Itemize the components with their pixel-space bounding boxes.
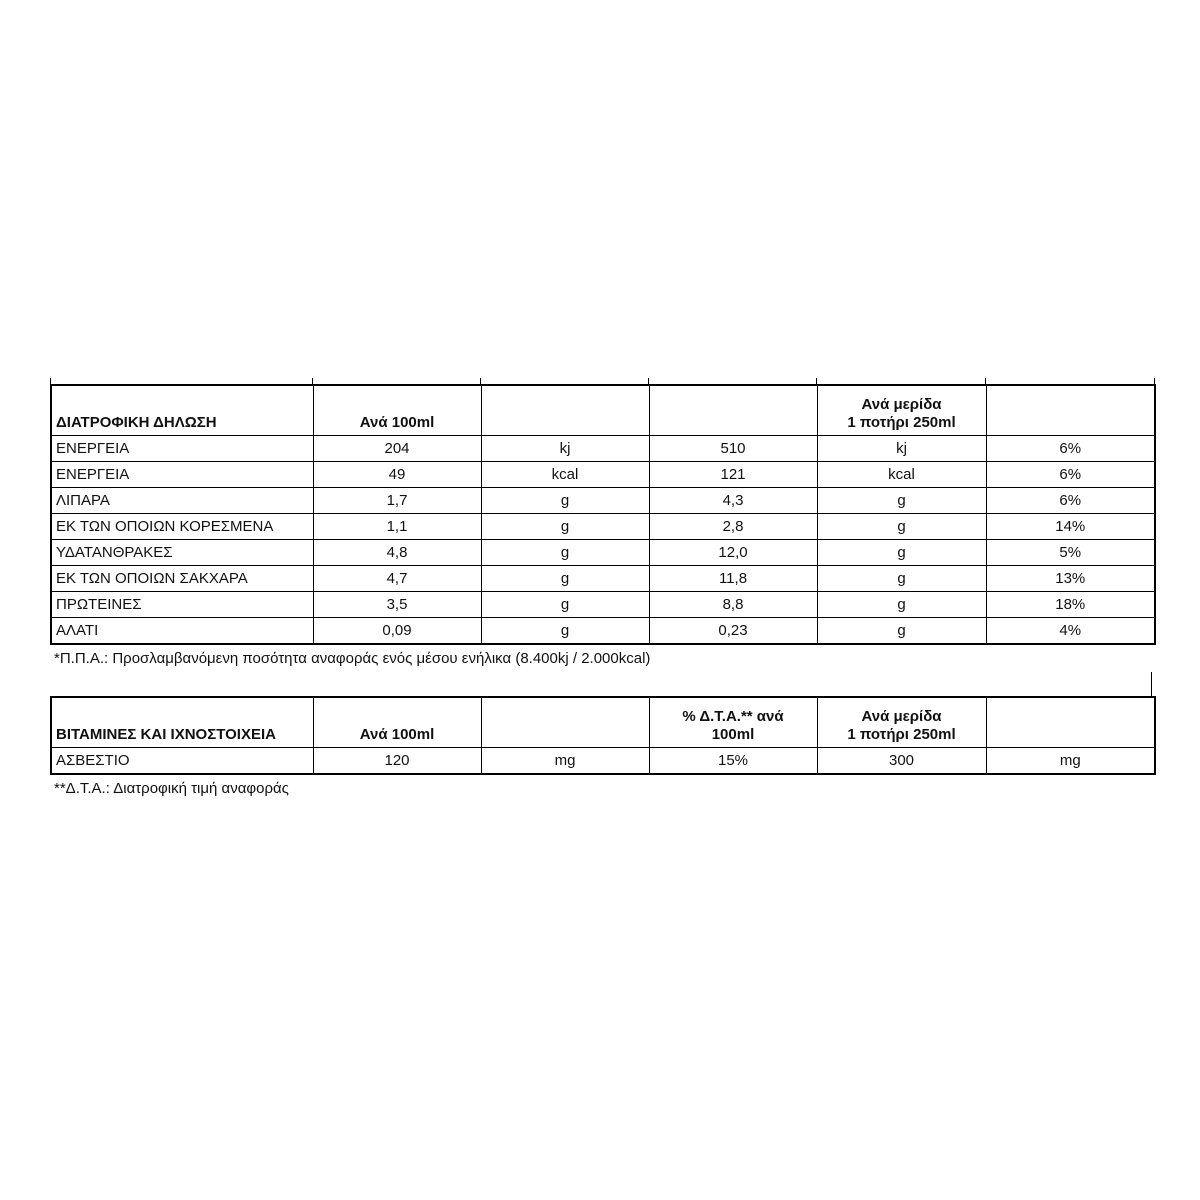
- per-100ml-unit: mg: [481, 748, 649, 775]
- nutrient-name: ΕΚ ΤΩΝ ΟΠΟΙΩΝ ΚΟΡΕΣΜΕΝΑ: [51, 514, 313, 540]
- empty-header-cell: [481, 697, 649, 748]
- empty-header-cell: [481, 385, 649, 436]
- per-serving-value: 12,0: [649, 540, 817, 566]
- nutrient-name: ΕΝΕΡΓΕΙΑ: [51, 462, 313, 488]
- per-serving-header: [817, 385, 986, 436]
- reference-intake-percent: 13%: [986, 566, 1155, 592]
- per-100ml-value: 4,7: [313, 566, 481, 592]
- table-row: [51, 592, 1155, 618]
- per-serving-unit: g: [817, 566, 986, 592]
- per-100ml-unit: kcal: [481, 462, 649, 488]
- table-row: [51, 514, 1155, 540]
- spacer: [50, 672, 1154, 696]
- table-row: [51, 462, 1155, 488]
- per-serving-value: 510: [649, 436, 817, 462]
- dta-percent: 15%: [649, 748, 817, 775]
- vitamin-title: ΒΙΤΑΜΙΝΕΣ ΚΑΙ ΙΧΝΟΣΤΟΙΧΕΙΑ: [51, 697, 313, 748]
- reference-intake-percent: 14%: [986, 514, 1155, 540]
- nutrition-title: ΔΙΑΤΡΟΦΙΚΗ ΔΗΛΩΣΗ: [51, 385, 313, 436]
- per-100ml-unit: kj: [481, 436, 649, 462]
- vitamin-footnote: **Δ.Τ.Α.: Διατροφική τιμή αναφοράς: [54, 780, 289, 797]
- per-serving-header-line2: 1 ποτήρι 250ml: [847, 414, 956, 431]
- mineral-name: ΑΣΒΕΣΤΙΟ: [51, 748, 313, 775]
- reference-intake-percent: 6%: [986, 436, 1155, 462]
- per-100ml-value: 49: [313, 462, 481, 488]
- reference-intake-percent: 6%: [986, 462, 1155, 488]
- per-serving-unit: mg: [986, 748, 1155, 775]
- nutrient-name: ΥΔΑΤΑΝΘΡΑΚΕΣ: [51, 540, 313, 566]
- per-100ml-unit: g: [481, 488, 649, 514]
- per-serving-header-line1: Ανά μερίδα: [861, 708, 942, 725]
- per-100ml-value: 120: [313, 748, 481, 775]
- per-100ml-value: 4,8: [313, 540, 481, 566]
- per-serving-value: 0,23: [649, 618, 817, 645]
- per-serving-unit: g: [817, 514, 986, 540]
- table-row: [51, 540, 1155, 566]
- per-serving-unit: kj: [817, 436, 986, 462]
- nutrient-name: ΠΡΩΤΕΙΝΕΣ: [51, 592, 313, 618]
- reference-intake-percent: 5%: [986, 540, 1155, 566]
- per-serving-header: [817, 697, 986, 748]
- nutrition-sheet: [50, 384, 1154, 802]
- per-100ml-value: 3,5: [313, 592, 481, 618]
- nutrition-header-row: [51, 385, 1155, 436]
- nutrient-name: ΕΝΕΡΓΕΙΑ: [51, 436, 313, 462]
- per-serving-unit: kcal: [817, 462, 986, 488]
- per-100ml-value: 204: [313, 436, 481, 462]
- reference-intake-percent: 4%: [986, 618, 1155, 645]
- per-serving-value: 2,8: [649, 514, 817, 540]
- empty-header-cell: [986, 385, 1155, 436]
- empty-header-cell: [986, 697, 1155, 748]
- per-serving-value: 11,8: [649, 566, 817, 592]
- per-100ml-header: Ανά 100ml: [313, 385, 481, 436]
- per-serving-unit: g: [817, 488, 986, 514]
- per-serving-value: 121: [649, 462, 817, 488]
- dta-header: [649, 697, 817, 748]
- nutrient-name: ΛΙΠΑΡΑ: [51, 488, 313, 514]
- per-serving-value: 4,3: [649, 488, 817, 514]
- dta-header-line2: 100ml: [711, 726, 755, 743]
- table-row: [51, 566, 1155, 592]
- per-serving-unit: g: [817, 592, 986, 618]
- vitamin-header-row: [51, 697, 1155, 748]
- per-100ml-unit: g: [481, 592, 649, 618]
- reference-intake-percent: 18%: [986, 592, 1155, 618]
- per-100ml-value: 1,7: [313, 488, 481, 514]
- per-100ml-unit: g: [481, 566, 649, 592]
- per-serving-value: 300: [817, 748, 986, 775]
- per-serving-header-line2: 1 ποτήρι 250ml: [847, 726, 956, 743]
- dta-header-line1: % Δ.Τ.Α.** ανά: [682, 708, 784, 725]
- vitamin-table: [50, 696, 1156, 775]
- per-serving-unit: g: [817, 540, 986, 566]
- per-100ml-unit: g: [481, 540, 649, 566]
- per-serving-unit: g: [817, 618, 986, 645]
- per-serving-value: 8,8: [649, 592, 817, 618]
- nutrient-name: ΕΚ ΤΩΝ ΟΠΟΙΩΝ ΣΑΚΧΑΡΑ: [51, 566, 313, 592]
- nutrition-rows: [51, 436, 1155, 645]
- per-100ml-value: 0,09: [313, 618, 481, 645]
- table-row: [51, 488, 1155, 514]
- empty-header-cell: [649, 385, 817, 436]
- table-row: [51, 436, 1155, 462]
- table-row: [51, 748, 1155, 775]
- per-100ml-header: Ανά 100ml: [313, 697, 481, 748]
- vitamin-rows: [51, 748, 1155, 775]
- nutrient-name: ΑΛΑΤΙ: [51, 618, 313, 645]
- reference-intake-percent: 6%: [986, 488, 1155, 514]
- nutrition-footnote: *Π.Π.Α.: Προσλαμβανόμενη ποσότητα αναφοράς ενός μέσου ενήλικα (8.400kj / 2.000kcal): [54, 650, 651, 667]
- table-row: [51, 618, 1155, 645]
- per-100ml-unit: g: [481, 618, 649, 645]
- per-serving-header-line1: Ανά μερίδα: [861, 396, 942, 413]
- per-100ml-value: 1,1: [313, 514, 481, 540]
- nutrition-table: [50, 384, 1156, 645]
- per-100ml-unit: g: [481, 514, 649, 540]
